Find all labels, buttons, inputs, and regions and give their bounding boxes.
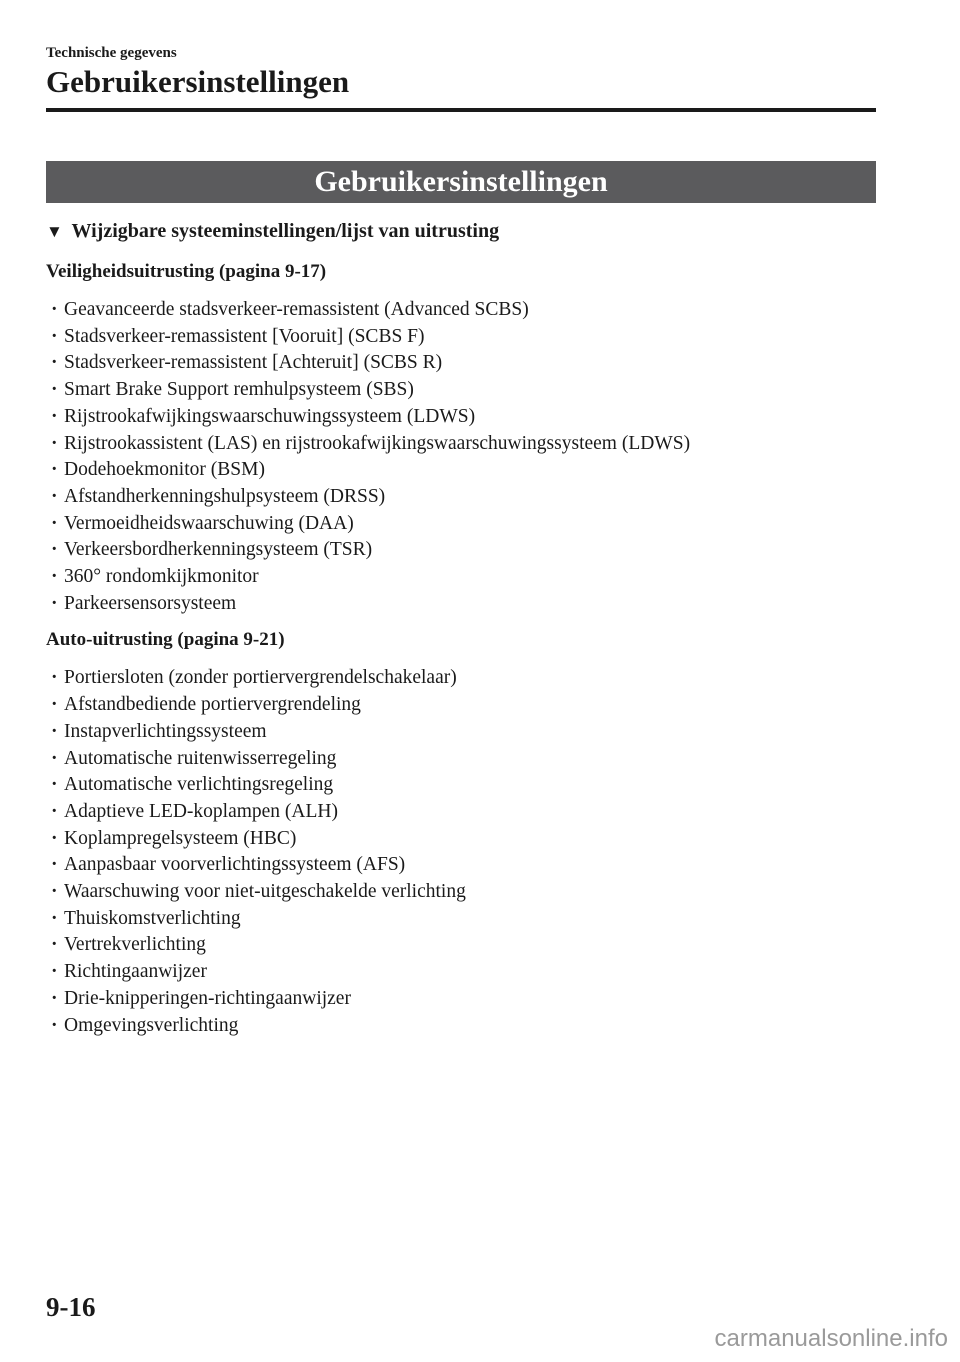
list-item-text: Smart Brake Support remhulpsysteem (SBS) <box>64 379 414 401</box>
watermark: carmanualsonline.info <box>714 1325 948 1352</box>
content-area <box>46 218 876 1049</box>
list-item-text: Aanpasbaar voorverlichtingssysteem (AFS) <box>64 854 406 876</box>
list-item <box>46 377 876 404</box>
list-item <box>46 665 876 692</box>
bullet-icon: · <box>51 987 58 1009</box>
heading-divider <box>46 108 876 112</box>
list-item <box>46 297 876 324</box>
list-item-text: Parkeersensorsysteem <box>64 592 237 614</box>
bullet-icon: · <box>51 907 58 929</box>
group-vehicle <box>46 627 876 1039</box>
list-item-text: Afstandbediende portiervergrendeling <box>64 694 361 716</box>
page-number: 9-16 <box>46 1292 96 1322</box>
list-item <box>46 986 876 1013</box>
list-item <box>46 591 876 618</box>
list-item <box>46 431 876 458</box>
list-item-text: Drie-knipperingen-richtingaanwijzer <box>64 987 351 1009</box>
bullet-icon: · <box>51 352 58 374</box>
bullet-icon: · <box>51 800 58 822</box>
bullet-icon: · <box>51 459 58 481</box>
list-item-text: Stadsverkeer-remassistent [Achteruit] (SCBS R) <box>64 352 443 374</box>
bullet-icon: · <box>51 405 58 427</box>
list-item-text: Omgevingsverlichting <box>64 1014 239 1036</box>
list-vehicle <box>46 665 876 1039</box>
list-item <box>46 692 876 719</box>
bullet-icon: · <box>51 485 58 507</box>
list-item-text: Adaptieve LED-koplampen (ALH) <box>64 800 338 822</box>
list-item <box>46 932 876 959</box>
list-item-text: Rijstrookassistent (LAS) en rijstrookafwijkingswaarschuwingssysteem (LDWS) <box>64 432 691 454</box>
bullet-icon: · <box>51 747 58 769</box>
bullet-icon: · <box>51 539 58 561</box>
group-title-safety: Veiligheidsuitrusting (pagina 9-17) <box>46 261 327 282</box>
list-item-text: Thuiskomstverlichting <box>64 907 241 929</box>
bullet-icon: · <box>51 1014 58 1036</box>
group-title-vehicle: Auto-uitrusting (pagina 9-21) <box>46 629 285 651</box>
list-safety <box>46 297 876 617</box>
list-item-text: Dodehoekmonitor (BSM) <box>64 459 265 481</box>
bullet-icon: · <box>51 325 58 347</box>
list-item <box>46 564 876 591</box>
list-item-text: Afstandherkenningshulpsysteem (DRSS) <box>64 485 386 507</box>
bullet-icon: · <box>51 694 58 716</box>
chapter-label: Technische gegevens <box>46 45 177 61</box>
list-item <box>46 404 876 431</box>
bullet-icon: · <box>51 720 58 742</box>
list-item-text: Automatische verlichtingsregeling <box>64 774 334 796</box>
bullet-icon: · <box>51 592 58 614</box>
bullet-icon: · <box>51 566 58 588</box>
list-item <box>46 906 876 933</box>
triangle-down-icon: ▼ <box>46 222 63 241</box>
list-item-text: Koplampregelsysteem (HBC) <box>64 827 297 849</box>
list-item-text: Rijstrookafwijkingswaarschuwingssysteem (LDWS) <box>64 405 476 427</box>
list-item-text: Instapverlichtingssysteem <box>64 720 267 742</box>
list-item <box>46 1013 876 1040</box>
list-item-text: Geavanceerde stadsverkeer-remassistent (Advanced SCBS) <box>64 299 529 320</box>
list-item <box>46 484 876 511</box>
list-item <box>46 772 876 799</box>
bullet-icon: · <box>51 512 58 534</box>
bullet-icon: · <box>51 432 58 454</box>
bullet-icon: · <box>51 379 58 401</box>
list-item-text: Stadsverkeer-remassistent [Vooruit] (SCBS F) <box>64 325 425 347</box>
list-item-text: Automatische ruitenwisserregeling <box>64 747 337 769</box>
list-item-text: Richtingaanwijzer <box>64 961 207 983</box>
list-item-text: Vertrekverlichting <box>64 934 206 956</box>
list-item-text: Vermoeidheidswaarschuwing (DAA) <box>64 512 354 534</box>
bullet-icon: · <box>51 667 58 689</box>
list-item <box>46 959 876 986</box>
list-item <box>46 511 876 538</box>
subsection-title: Wijzigbare systeeminstellingen/lijst van uitrusting <box>71 220 500 242</box>
bullet-icon: · <box>51 774 58 796</box>
bullet-icon: · <box>51 299 58 320</box>
group-safety <box>46 259 876 617</box>
list-item <box>46 324 876 351</box>
section-banner: Gebruikersinstellingen <box>46 161 876 203</box>
subsection-heading <box>46 218 876 245</box>
list-item <box>46 879 876 906</box>
bullet-icon: · <box>51 934 58 956</box>
list-item <box>46 350 876 377</box>
list-item <box>46 537 876 564</box>
page-title: Gebruikersinstellingen <box>46 64 350 99</box>
list-item <box>46 719 876 746</box>
list-item <box>46 852 876 879</box>
list-item <box>46 826 876 853</box>
list-item-text: Waarschuwing voor niet-uitgeschakelde verlichting <box>64 881 466 903</box>
list-item-text: 360° rondomkijkmonitor <box>64 566 259 588</box>
list-item-text: Portiersloten (zonder portiervergrendelschakelaar) <box>64 667 457 689</box>
bullet-icon: · <box>51 961 58 983</box>
list-item-text: Verkeersbordherkenningsysteem (TSR) <box>64 539 373 561</box>
bullet-icon: · <box>51 881 58 903</box>
list-item <box>46 746 876 773</box>
list-item <box>46 799 876 826</box>
bullet-icon: · <box>51 854 58 876</box>
bullet-icon: · <box>51 827 58 849</box>
list-item <box>46 457 876 484</box>
